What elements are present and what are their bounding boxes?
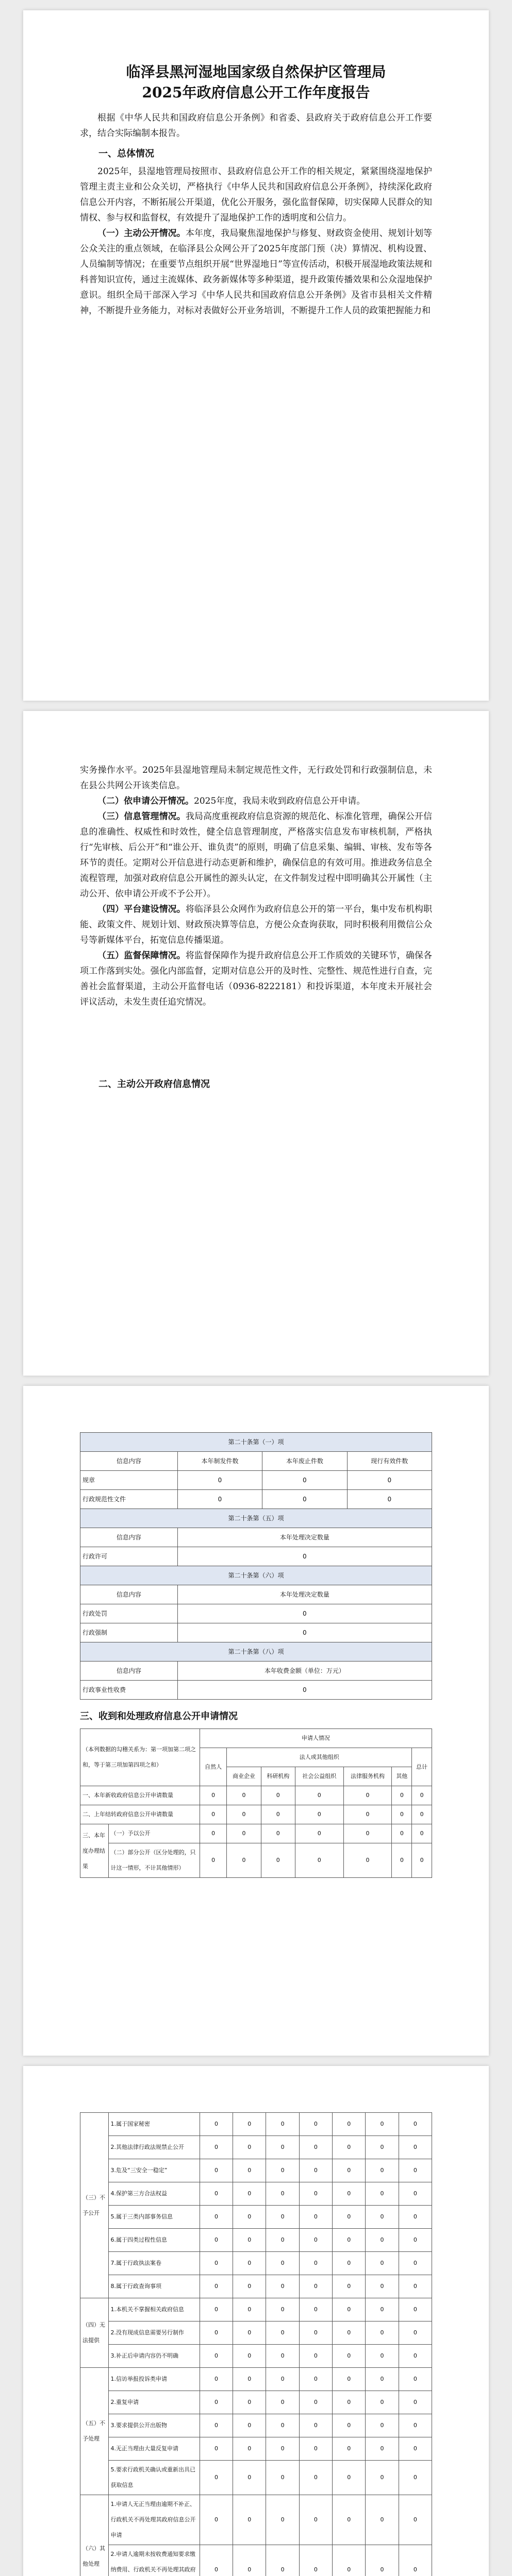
cell: 0	[399, 2159, 432, 2182]
cell: 0	[200, 2368, 233, 2391]
cell: 0	[392, 1786, 412, 1805]
cell: 0	[399, 2275, 432, 2298]
row-label: 2.没有现成信息需要另行制作	[108, 2321, 200, 2345]
cell: 0	[333, 2159, 366, 2182]
cell: 0	[366, 2437, 399, 2461]
table-row	[80, 2159, 432, 2182]
table-row	[80, 2345, 432, 2368]
cell: 0	[295, 1843, 343, 1878]
cell: 0	[227, 1824, 261, 1843]
cell: 0	[366, 2368, 399, 2391]
row-label: 1.信访举报投诉类申请	[108, 2368, 200, 2391]
cell: 0	[392, 1805, 412, 1824]
cell: 0	[347, 1490, 432, 1509]
info-management-text: 我局高度重视政府信息资源的规范化、标准化管理，确保公开信息的准确性、权威性和时效性，健全信息管理制度，严格落实信息发布审核机制，严格执行“先审核、后公开”和“谁公开、谁负责”的原则，明确了信息采集、编辑、审核、发布等各环节的责任。定期对公开信息进行动态更新和维护，确保信息的有效可用。推进政务信息全流程管理，加强对政府信息公开属性的源头认定，在文件制发过程中即明确其公开属性（主动公开、依申请公开或不予公开）。	[80, 811, 433, 899]
cell: 0	[227, 1786, 261, 1805]
cell: 0	[366, 2391, 399, 2414]
section-1-paragraph-2	[80, 226, 432, 318]
page-2-content	[80, 762, 432, 1094]
section-1-paragraph-1: 2025年，县湿地管理局按照市、县政府信息公开工作的相关规定，紧紧围绕湿地保护管理主责主业和公众关切，严格执行《中华人民共和国政府信息公开条例》，持续深化政府信息公开内容，不断拓展公开渠道，优化公开服务，强化监督保障，切实保障人民群众的知情权、参与权和监督权，有效提升了湿地保护工作的透明度和公信力。	[80, 166, 432, 223]
cell: 0	[266, 2495, 299, 2545]
cell: 0	[299, 2298, 332, 2321]
cell: 0	[266, 2368, 299, 2391]
request-disclosure-text: 2025年度，我局未收到政府信息公开申请。	[194, 796, 366, 806]
col-header: 本年处理决定数量	[177, 1528, 432, 1547]
cell: 0	[233, 2275, 266, 2298]
cell: 0	[299, 2414, 332, 2437]
cell: 0	[177, 1604, 432, 1623]
cell: 0	[233, 2414, 266, 2437]
table-row	[80, 2229, 432, 2252]
cell: 0	[333, 2229, 366, 2252]
col-header: 本年废止件数	[262, 1452, 347, 1471]
cell: 0	[261, 1805, 295, 1824]
cell: 0	[333, 2495, 366, 2545]
total-header: 总计	[412, 1748, 432, 1786]
cell: 0	[366, 2321, 399, 2345]
cell: 0	[366, 2159, 399, 2182]
table-row	[80, 2545, 432, 2576]
col-header: 现行有效件数	[347, 1452, 432, 1471]
cell: 0	[233, 2252, 266, 2275]
col-header: 信息内容	[80, 1452, 178, 1471]
table-row	[80, 1681, 432, 1700]
cell: 0	[299, 2136, 332, 2159]
cell: 0	[333, 2298, 366, 2321]
cell: 0	[399, 2437, 432, 2461]
table-row	[80, 1623, 432, 1642]
row-group-label: （三）不予公开	[80, 2113, 109, 2298]
cell: 0	[366, 2298, 399, 2321]
applicant-header: 申请人情况	[200, 1729, 432, 1748]
section-1-heading: 一、总体情况	[98, 148, 154, 159]
legal-entity-header: 法人或其他组织	[227, 1748, 412, 1767]
row-label: 1.申请人无正当理由逾期不补正、行政机关不再处理其政府信息公开申请	[108, 2495, 200, 2545]
cell: 0	[366, 2182, 399, 2206]
table-row	[80, 1547, 432, 1566]
cell: 0	[333, 2136, 366, 2159]
cell: 0	[366, 2275, 399, 2298]
cell: 0	[412, 1843, 432, 1878]
page-1	[23, 10, 489, 701]
cell: 0	[266, 2321, 299, 2345]
page-3-content	[80, 1432, 432, 1878]
cell: 0	[266, 2545, 299, 2576]
cell: 0	[177, 1681, 432, 1700]
cell: 0	[266, 2113, 299, 2136]
cell: 0	[333, 2182, 366, 2206]
row-label: 4.保护第三方合法权益	[108, 2182, 200, 2206]
table-row	[80, 1471, 432, 1490]
cell: 0	[233, 2321, 266, 2345]
page-2-continuation: 实务操作水平。2025年县湿地管理局未制定规范性文件，无行政处罚和行政强制信息，未在县公共网公开该类信息。	[80, 765, 432, 791]
cell: 0	[299, 2275, 332, 2298]
cell: 0	[177, 1623, 432, 1642]
cell: 0	[266, 2136, 299, 2159]
page-4-content	[80, 2112, 432, 2576]
cell: 0	[399, 2414, 432, 2437]
cell: 0	[299, 2252, 332, 2275]
cell: 0	[399, 2391, 432, 2414]
row-group-label: （六）其他处理	[80, 2495, 109, 2576]
table-row	[80, 2368, 432, 2391]
table-row	[80, 2461, 432, 2495]
cell: 0	[200, 2298, 233, 2321]
cell: 0	[333, 2321, 366, 2345]
cell: 0	[299, 2206, 332, 2229]
cell: 0	[299, 2368, 332, 2391]
table-row	[80, 2298, 432, 2321]
page-3	[23, 1386, 489, 2056]
band-row: 第二十条第（六）项	[80, 1566, 432, 1585]
cell: 0	[233, 2345, 266, 2368]
platform-text: 将临泽县公众网作为政府信息公开的第一平台，集中发布机构职能、政策文件、规划计划、财政预决算等信息，方便公众查询获取，同时积极利用微信公众号等新媒体平台，拓宽信息传播渠道。	[80, 904, 433, 945]
cell: 0	[399, 2345, 432, 2368]
page-1-content	[80, 62, 432, 318]
cell: 0	[266, 2229, 299, 2252]
section-1-paragraph-4	[80, 809, 432, 902]
cell: 0	[412, 1786, 432, 1805]
row-label: 行政事业性收费	[80, 1681, 178, 1700]
sub-col-header: 商业企业	[227, 1767, 261, 1786]
table-row	[80, 2414, 432, 2437]
table-row	[80, 2391, 432, 2414]
cell: 0	[200, 2461, 233, 2495]
cell: 0	[266, 2345, 299, 2368]
cell: 0	[299, 2495, 332, 2545]
cell: 0	[299, 2182, 332, 2206]
cell: 0	[200, 2545, 233, 2576]
cell: 0	[399, 2495, 432, 2545]
row-label: 8.属于行政查询事项	[108, 2275, 200, 2298]
table-row	[80, 1786, 432, 1805]
cell: 0	[299, 2159, 332, 2182]
requests-table	[80, 1728, 432, 1878]
supervision-text: 将监督保障作为提升政府信息公开工作质效的关键环节，确保各项工作落到实处。强化内部监督，定期对信息公开的及时性、完整性、规范性进行自查，完善社会监督渠道，主动公开监督电话（0936-8222181）和投诉渠道，本年度未开展社会评议活动，未发生责任追究情况。	[80, 951, 433, 1007]
cell: 0	[200, 2345, 233, 2368]
table-row	[80, 2321, 432, 2345]
cell: 0	[233, 2229, 266, 2252]
table-row	[80, 2182, 432, 2206]
row-group-label: （五）不予处理	[80, 2368, 109, 2495]
cell: 0	[333, 2368, 366, 2391]
cell: 0	[399, 2321, 432, 2345]
cell: 0	[233, 2545, 266, 2576]
cell: 0	[200, 2252, 233, 2275]
row-label: 2.重复申请	[108, 2391, 200, 2414]
sub-col-header: 法律服务机构	[343, 1767, 392, 1786]
section-2-heading: 二、主动公开政府信息情况	[98, 1079, 210, 1090]
row-label: 一、本年新收政府信息公开申请数量	[80, 1786, 200, 1805]
row-group-label: 三、本年度办理结果	[80, 1824, 109, 1878]
cell: 0	[333, 2461, 366, 2495]
cell: 0	[366, 2229, 399, 2252]
cell: 0	[399, 2545, 432, 2576]
band-row: 第二十条第（八）项	[80, 1642, 432, 1662]
row-label: 7.属于行政执法案卷	[108, 2252, 200, 2275]
col-header: 信息内容	[80, 1528, 178, 1547]
requests-table-body	[80, 2113, 432, 2576]
cell: 0	[200, 2437, 233, 2461]
cell: 0	[412, 1805, 432, 1824]
col-header: 本年处理决定数量	[177, 1585, 432, 1604]
table-row	[80, 2136, 432, 2159]
cell: 0	[266, 2159, 299, 2182]
table-row	[80, 1824, 432, 1843]
col-header: 本年制发件数	[177, 1452, 262, 1471]
row-label: 6.属于四类过程性信息	[108, 2229, 200, 2252]
active-disclosure-table	[80, 1432, 432, 1700]
row-label: （一）予以公开	[108, 1824, 200, 1843]
cell: 0	[200, 2414, 233, 2437]
report-title-line1: 临泽县黑河湿地国家级自然保护区管理局	[126, 63, 386, 80]
requests-table-continued	[80, 2112, 432, 2576]
row-label: 1.属于国家秘密	[108, 2113, 200, 2136]
cell: 0	[233, 2391, 266, 2414]
cell: 0	[399, 2113, 432, 2136]
section-3-heading: 三、收到和处理政府信息公开申请情况	[80, 1711, 238, 1722]
cell: 0	[333, 2275, 366, 2298]
cell: 0	[399, 2252, 432, 2275]
table-row	[80, 2252, 432, 2275]
cell: 0	[200, 1805, 227, 1824]
cell: 0	[333, 2414, 366, 2437]
cell: 0	[366, 2461, 399, 2495]
cell: 0	[366, 2113, 399, 2136]
row-label: 5.属于三类内部事务信息	[108, 2206, 200, 2229]
natural-person-header: 自然人	[200, 1748, 227, 1786]
table-row	[80, 1604, 432, 1623]
row-label: 2.申请人逾期未按收费通知要求缴纳费用、行政机关不再处理其政府	[108, 2545, 200, 2576]
supervision-heading: （五）监督保障情况。	[97, 951, 186, 961]
table-row	[80, 1805, 432, 1824]
active-disclosure-heading: （一）主动公开情况。	[97, 228, 186, 239]
row-label: （二）部分公开（区分处理的，只计这一情形，不计其他情形）	[108, 1843, 200, 1878]
table-row	[80, 2275, 432, 2298]
cell: 0	[261, 1843, 295, 1878]
row-label: 3.要求提供公开出版物	[108, 2414, 200, 2437]
cell: 0	[299, 2461, 332, 2495]
cell: 0	[299, 2345, 332, 2368]
cell: 0	[200, 2495, 233, 2545]
cell: 0	[299, 2229, 332, 2252]
cell: 0	[399, 2229, 432, 2252]
cell: 0	[233, 2159, 266, 2182]
cell: 0	[227, 1805, 261, 1824]
cell: 0	[333, 2252, 366, 2275]
cell: 0	[233, 2182, 266, 2206]
cell: 0	[343, 1843, 392, 1878]
cell: 0	[266, 2391, 299, 2414]
cell: 0	[233, 2298, 266, 2321]
row-label: 行政许可	[80, 1547, 178, 1566]
cell: 0	[233, 2113, 266, 2136]
col-header: 信息内容	[80, 1585, 178, 1604]
cell: 0	[399, 2298, 432, 2321]
row-label: 3.补正后申请内容仍不明确	[108, 2345, 200, 2368]
row-label: 2.其他法律行政法规禁止公开	[108, 2136, 200, 2159]
cell: 0	[177, 1547, 432, 1566]
page-2	[23, 711, 489, 1376]
cell: 0	[366, 2252, 399, 2275]
cell: 0	[200, 1824, 227, 1843]
table-corner-note: （本列数据的勾稽关系为：第一项加第二项之和，等于第三项加第四项之和）	[80, 1729, 200, 1786]
cell: 0	[392, 1824, 412, 1843]
info-management-heading: （三）信息管理情况。	[97, 811, 186, 822]
cell: 0	[299, 2391, 332, 2414]
cell: 0	[261, 1824, 295, 1843]
cell: 0	[333, 2345, 366, 2368]
report-title-line2: 2025年政府信息公开工作年度报告	[142, 84, 370, 101]
cell: 0	[200, 1843, 227, 1878]
cell: 0	[412, 1824, 432, 1843]
cell: 0	[233, 2437, 266, 2461]
cell: 0	[343, 1824, 392, 1843]
cell: 0	[227, 1843, 261, 1878]
row-label: 二、上年结转政府信息公开申请数量	[80, 1805, 200, 1824]
cell: 0	[233, 2461, 266, 2495]
cell: 0	[233, 2206, 266, 2229]
row-group-label: （四）无法提供	[80, 2298, 109, 2368]
sub-col-header: 社会公益组织	[295, 1767, 343, 1786]
cell: 0	[200, 2229, 233, 2252]
cell: 0	[266, 2182, 299, 2206]
cell: 0	[295, 1805, 343, 1824]
section-1-paragraph-3	[80, 793, 432, 809]
cell: 0	[266, 2298, 299, 2321]
cell: 0	[399, 2182, 432, 2206]
cell: 0	[366, 2414, 399, 2437]
cell: 0	[343, 1786, 392, 1805]
col-header: 信息内容	[80, 1662, 178, 1681]
col-header: 本年收费金额（单位：万元）	[177, 1662, 432, 1681]
cell: 0	[200, 2113, 233, 2136]
row-label: 1.本机关不掌握相关政府信息	[108, 2298, 200, 2321]
cell: 0	[262, 1471, 347, 1490]
table-row	[80, 2495, 432, 2545]
cell: 0	[295, 1824, 343, 1843]
cell: 0	[200, 2182, 233, 2206]
sub-col-header: 科研机构	[261, 1767, 295, 1786]
table-row	[80, 1490, 432, 1509]
platform-heading: （四）平台建设情况。	[97, 904, 186, 914]
active-disclosure-text: 本年度，我局聚焦湿地保护与修复、财政资金使用、规划计划等公众关注的重点领域，在临泽县公众网公开了2025年度部门预（决）算情况、机构设置、人员编制等情况；在重要节点组织开展“世界湿地日”等宣传活动，积极开展湿地政策法规和科普知识宣传，通过主流媒体、政务新媒体等多种渠道，提升政策传播效果和公众湿地保护意识。组织全局干部深入学习《中华人民共和国政府信息公开条例》及省市县相关文件精神，不断提升业务能力，对标对表做好公开业务培训，不断提升工作人员的政策把握能力和	[80, 228, 433, 316]
table-row	[80, 2206, 432, 2229]
cell: 0	[399, 2206, 432, 2229]
cell: 0	[233, 2136, 266, 2159]
cell: 0	[261, 1786, 295, 1805]
cell: 0	[233, 2495, 266, 2545]
row-label: 行政规范性文件	[80, 1490, 178, 1509]
row-label: 规章	[80, 1471, 178, 1490]
cell: 0	[392, 1843, 412, 1878]
cell: 0	[177, 1471, 262, 1490]
table-row	[80, 1843, 432, 1878]
band-row: 第二十条第（一）项	[80, 1433, 432, 1452]
row-label: 行政处罚	[80, 1604, 178, 1623]
section-1-paragraph-6	[80, 948, 432, 1010]
cell: 0	[366, 2136, 399, 2159]
row-label: 行政强制	[80, 1623, 178, 1642]
cell: 0	[266, 2206, 299, 2229]
cell: 0	[333, 2545, 366, 2576]
cell: 0	[177, 1490, 262, 1509]
cell: 0	[299, 2437, 332, 2461]
cell: 0	[200, 2159, 233, 2182]
table-row	[80, 2113, 432, 2136]
cell: 0	[200, 2391, 233, 2414]
cell: 0	[200, 2206, 233, 2229]
row-label: 5.要求行政机关确认或重新出具已获取信息	[108, 2461, 200, 2495]
cell: 0	[399, 2368, 432, 2391]
cell: 0	[200, 1786, 227, 1805]
intro-paragraph: 根据《中华人民共和国政府信息公开条例》和省委、县政府关于政府信息公开工作要求，结合实际编制本报告。	[80, 113, 432, 139]
cell: 0	[333, 2391, 366, 2414]
cell: 0	[262, 1490, 347, 1509]
cell: 0	[343, 1805, 392, 1824]
band-row: 第二十条第（五）项	[80, 1509, 432, 1528]
cell: 0	[399, 2461, 432, 2495]
section-1-paragraph-5	[80, 902, 432, 948]
cell: 0	[266, 2437, 299, 2461]
cell: 0	[366, 2345, 399, 2368]
cell: 0	[366, 2206, 399, 2229]
cell: 0	[295, 1786, 343, 1805]
row-label: 4.无正当理由大量反复申请	[108, 2437, 200, 2461]
cell: 0	[266, 2252, 299, 2275]
sub-col-header: 其他	[392, 1767, 412, 1786]
cell: 0	[347, 1471, 432, 1490]
cell: 0	[233, 2368, 266, 2391]
cell: 0	[399, 2136, 432, 2159]
cell: 0	[266, 2275, 299, 2298]
cell: 0	[333, 2437, 366, 2461]
page-4	[23, 2066, 489, 2576]
table-row	[80, 2437, 432, 2461]
cell: 0	[366, 2495, 399, 2545]
request-disclosure-heading: （二）依申请公开情况。	[97, 796, 194, 806]
cell: 0	[333, 2206, 366, 2229]
cell: 0	[366, 2545, 399, 2576]
cell: 0	[333, 2113, 366, 2136]
cell: 0	[299, 2113, 332, 2136]
cell: 0	[200, 2321, 233, 2345]
cell: 0	[200, 2136, 233, 2159]
cell: 0	[299, 2545, 332, 2576]
cell: 0	[266, 2461, 299, 2495]
cell: 0	[200, 2275, 233, 2298]
cell: 0	[299, 2321, 332, 2345]
row-label: 3.危及“三安全一稳定”	[108, 2159, 200, 2182]
cell: 0	[266, 2414, 299, 2437]
